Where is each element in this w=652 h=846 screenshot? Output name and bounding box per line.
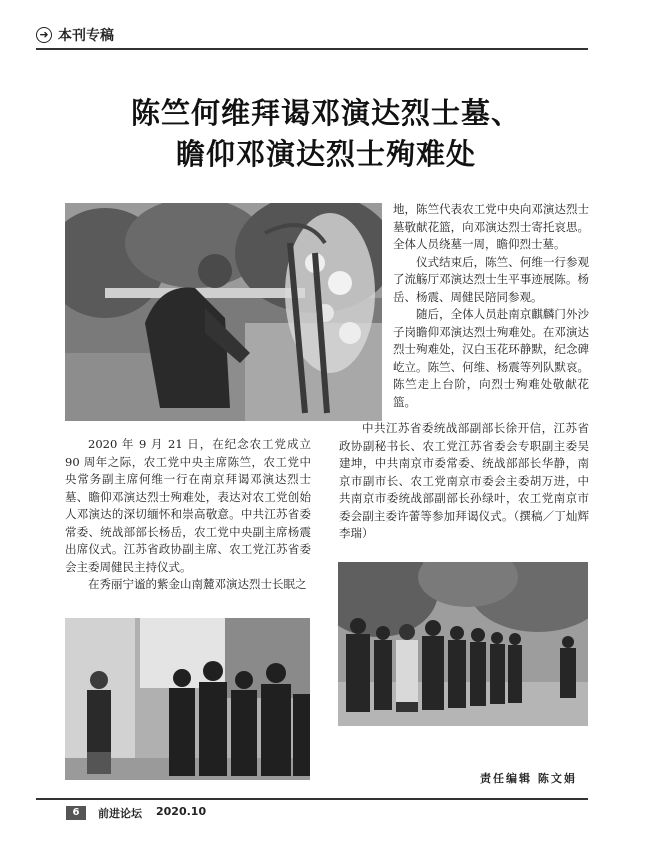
paragraph: 在秀丽宁谧的紫金山南麓邓演达烈士长眠之 [88,577,307,591]
paragraph: 随后，全体人员赴南京麒麟门外沙子岗瞻仰邓演达烈士殉难处。在邓演达烈士殉难处，汉白玉花环静默，纪念碑屹立。陈竺、何维、杨震等列队默哀。陈竺走上台阶，向烈士殉难处敬献花篮。 [393,307,589,409]
paragraph: 地，陈竺代表农工党中央向邓演达烈士墓敬献花篮，向邓演达烈士寄托哀思。全体人员绕墓一周，瞻仰烈士墓。 [393,202,589,251]
photo-group-memorial [338,562,588,726]
photo-wreath-laying [65,203,382,421]
footer-rule [36,798,588,800]
issue-number: 2020.10 [156,805,207,818]
page-number: 6 [66,806,86,820]
page-footer [36,798,588,822]
arrow-right-circle-icon: ➜ [36,27,52,43]
article-column-left [65,436,311,594]
paragraph: 中共江苏省委统战部副部长徐开信，江苏省政协副秘书长、农工党江苏省委会专职副主委吴建坤，中共南京市委常委、统战部部长华静，南京市副市长、农工党南京市委会主委胡万进，中共南京市委统战部副部长孙绿叶，农工党南京市委会副主委许蕾等参加拜谒仪式。（撰稿／丁灿辉 李瑞） [339,421,589,540]
photo-exhibition-visit [65,618,310,780]
header-rule [36,48,588,50]
responsible-editor: 责任编辑 陈文娟 [480,772,577,785]
magazine-name: 前进论坛 [98,807,142,820]
article-title-line-1: 陈竺何维拜谒邓演达烈士墓、 [130,96,521,130]
paragraph: 2020 年 9 月 21 日，在纪念农工党成立 90 周年之际，农工党中央主席陈竺，农工党中央常务副主席何维一行在南京拜谒邓演达烈士墓、瞻仰邓演达烈士殉难处，表达对农工党创始人邓演达的深切缅怀和崇高敬意。中共江苏省委常委、统战部部长杨岳，农工党中央副主席杨震出席仪式。江苏省政协副主席、农工党江苏省委会主委周健民主持仪式。 [65,437,311,574]
article-column-right-top [393,201,589,411]
page-header [36,26,588,46]
article-column-right-middle [339,420,589,543]
section-label: 本刊专稿 [58,28,114,44]
paragraph: 仪式结束后，陈竺、何维一行参观了流觞厅邓演达烈士生平事迹展陈。杨岳、杨震、周健民陪同参观。 [393,254,589,304]
article-title-line-2: 瞻仰邓演达烈士殉难处 [175,137,476,171]
